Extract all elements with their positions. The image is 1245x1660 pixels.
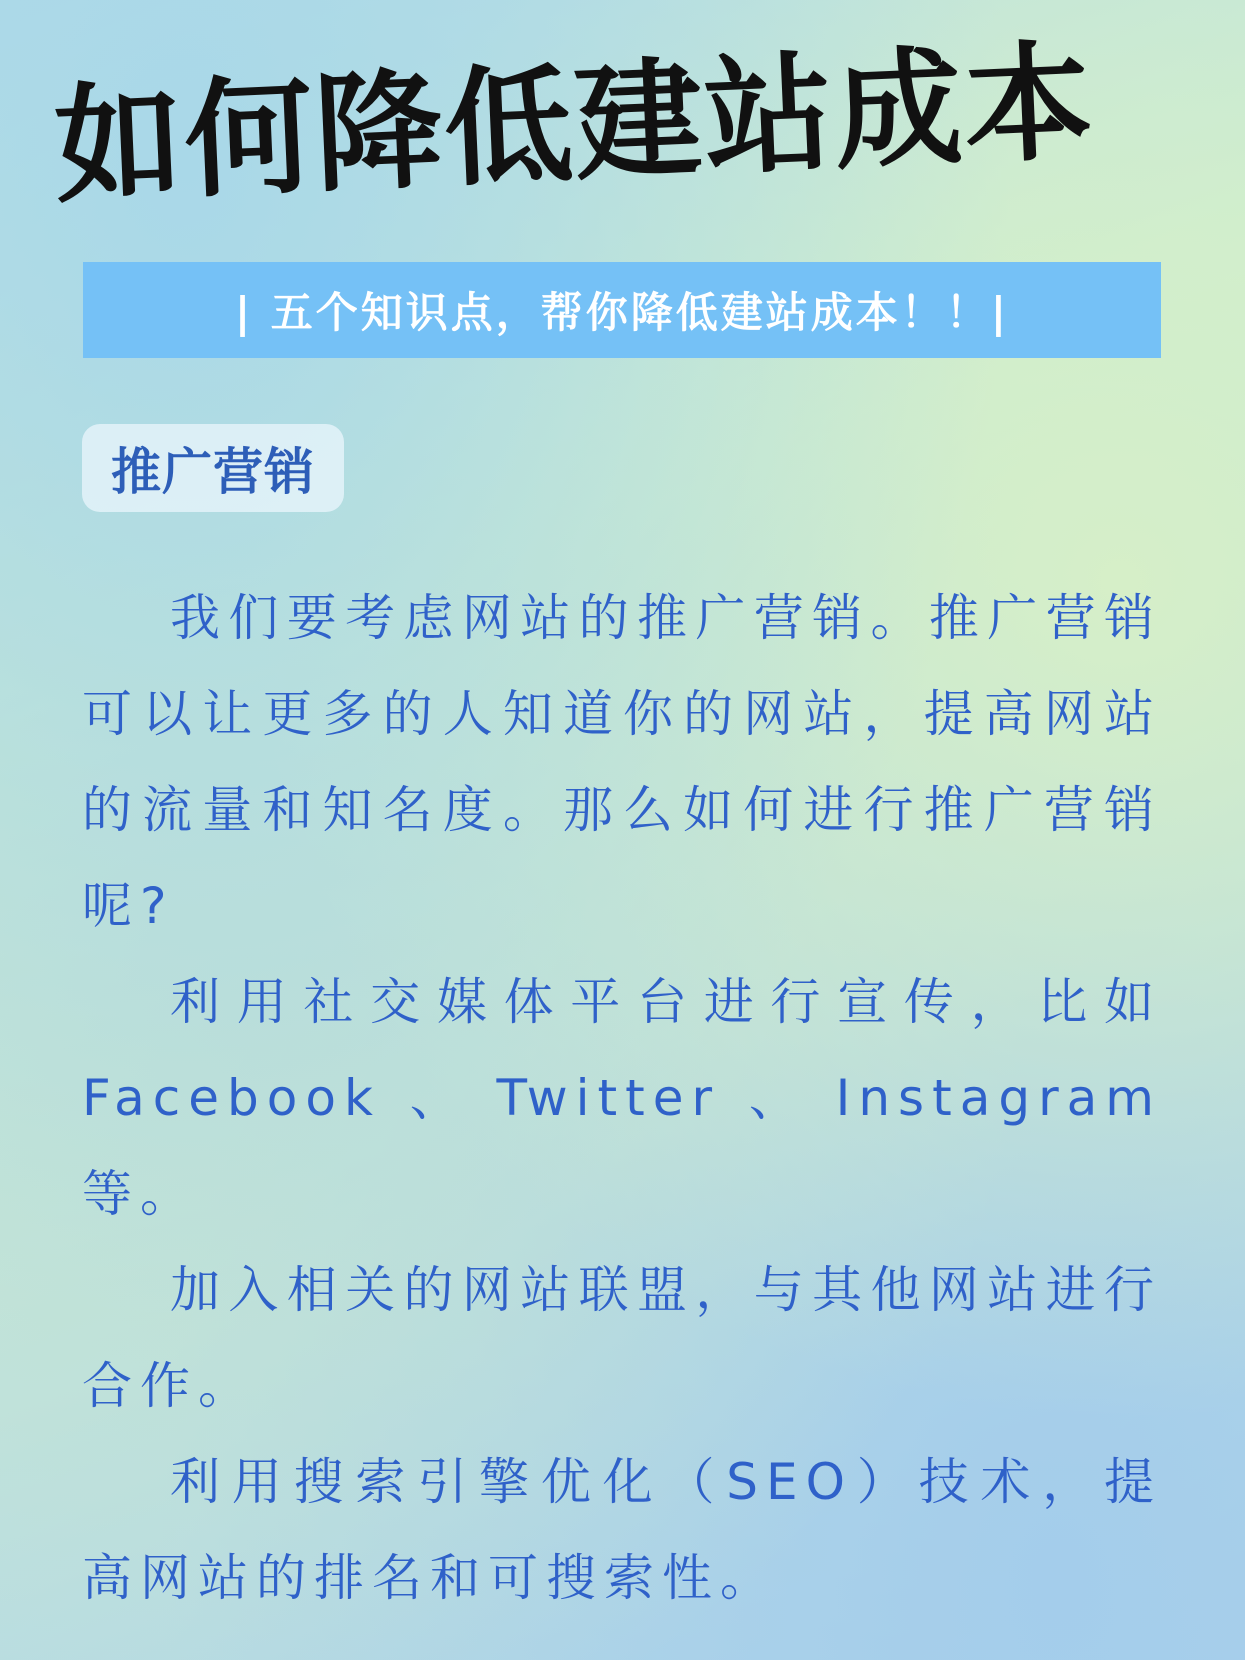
section-tag — [82, 424, 344, 512]
paragraph-social-media: 利用社交媒体平台进行宣传，比如 Facebook、Twitter、Instagram 等。 — [82, 973, 1162, 1223]
page-title: 如何降低建站成本 — [51, 27, 1098, 222]
paragraph-intro: 我们要考虑网站的推广营销。推广营销可以让更多的人知道你的网站，提高网站的流量和知名度。那么如何进行推广营销呢? — [82, 589, 1162, 935]
article-body — [82, 570, 1162, 1626]
paragraph-seo: 利用搜索引擎优化（SEO）技术，提高网站的排名和可搜索性。 — [82, 1453, 1162, 1607]
section-tag-label: 推广营销 — [111, 443, 315, 501]
subtitle-text: | 五个知识点，帮你降低建站成本！！| — [234, 288, 1010, 337]
paragraph-alliance: 加入相关的网站联盟，与其他网站进行合作。 — [82, 1261, 1162, 1415]
subtitle-banner — [83, 262, 1161, 358]
